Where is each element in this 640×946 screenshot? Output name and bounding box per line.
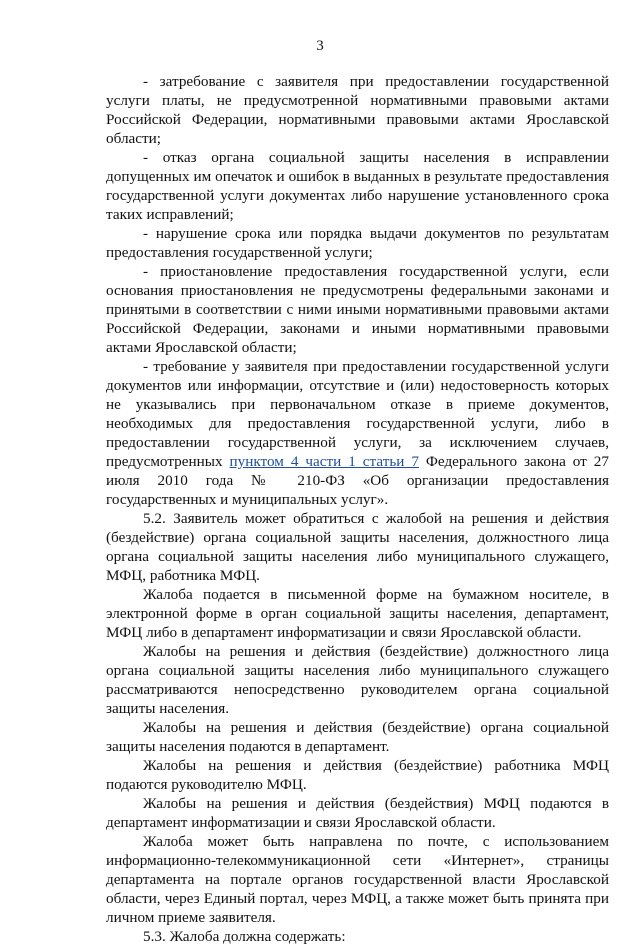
paragraph-section-5-3: 5.3. Жалоба должна содержать: <box>143 928 346 945</box>
paragraph-text: - требование у заявителя при предоставлении государственной услуги документов или информации, отсутствие и (или) недостоверность которых не указывались при первоначальном отказе в приеме документов, необходимых для предоставления государственной услуги, либо в предоставлении государственной услуги, за исключением случаев, предусмотренных <box>106 358 609 470</box>
paragraph-text: Федерального закона от 27 июля 2010 года № 210-ФЗ «Об организации предоставления государственных и муниципальных услуг». <box>106 453 609 508</box>
paragraph-mfc-employee-complaints: Жалобы на решения и действия (бездействие) работника МФЦ подаются руководителю МФЦ. <box>106 757 609 793</box>
document-body <box>106 72 609 946</box>
paragraph-issue-deadline-violation: - нарушение срока или порядка выдачи документов по результатам предоставления государственной услуги; <box>106 225 609 261</box>
paragraph-mfc-complaints: Жалобы на решения и действия (бездействия) МФЦ подаются в департамент информатизации и связи Ярославской области. <box>106 795 609 831</box>
paragraph-official-complaints: Жалобы на решения и действия (бездействие) должностного лица органа социальной защиты населения либо муниципального служащего рассматриваются непосредственно руководителем органа социальной защиты населения. <box>106 643 609 717</box>
paragraph-fee-demand: - затребование с заявителя при предоставлении государственной услуги платы, не предусмотренной нормативными правовыми актами Российской Федерации, нормативными правовыми актами Ярославской области; <box>106 73 609 147</box>
paragraph-section-5-2: 5.2. Заявитель может обратиться с жалобой на решения и действия (бездействие) органа социальной защиты населения, должностного лица органа социальной защиты населения либо муниципального служащего, МФЦ, работника МФЦ. <box>106 510 609 584</box>
paragraph-agency-complaints: Жалобы на решения и действия (бездействие) органа социальной защиты населения подаются в департамент. <box>106 719 609 755</box>
page-number: 3 <box>316 38 324 54</box>
paragraph-correction-refusal: - отказ органа социальной защиты населения в исправлении допущенных им опечаток и ошибок в выданных в результате предоставления государственной услуги документах либо нарушение установленного срока таких исправлений; <box>106 149 609 223</box>
law-reference-link[interactable]: пунктом 4 части 1 статьи 7 <box>229 453 419 470</box>
paragraph-document-requirement <box>106 357 609 509</box>
paragraph-suspension: - приостановление предоставления государственной услуги, если основания приостановления не предусмотрены федеральными законами и принятыми в соответствии с ними иными нормативными правовыми актами Российской Федерации, законами и иными нормативными правовыми актами Ярославской области; <box>106 263 609 356</box>
paragraph-complaint-form: Жалоба подается в письменной форме на бумажном носителе, в электронной форме в орган социальной защиты населения, департамент, МФЦ либо в департамент информатизации и связи Ярославской области. <box>106 586 609 641</box>
paragraph-submission-channels: Жалоба может быть направлена по почте, с использованием информационно-телекоммуникационной сети «Интернет», страницы департамента на портале органов государственной власти Ярославской области, через Единый портал, через МФЦ, а также может быть принята при личном приеме заявителя. <box>106 833 609 926</box>
